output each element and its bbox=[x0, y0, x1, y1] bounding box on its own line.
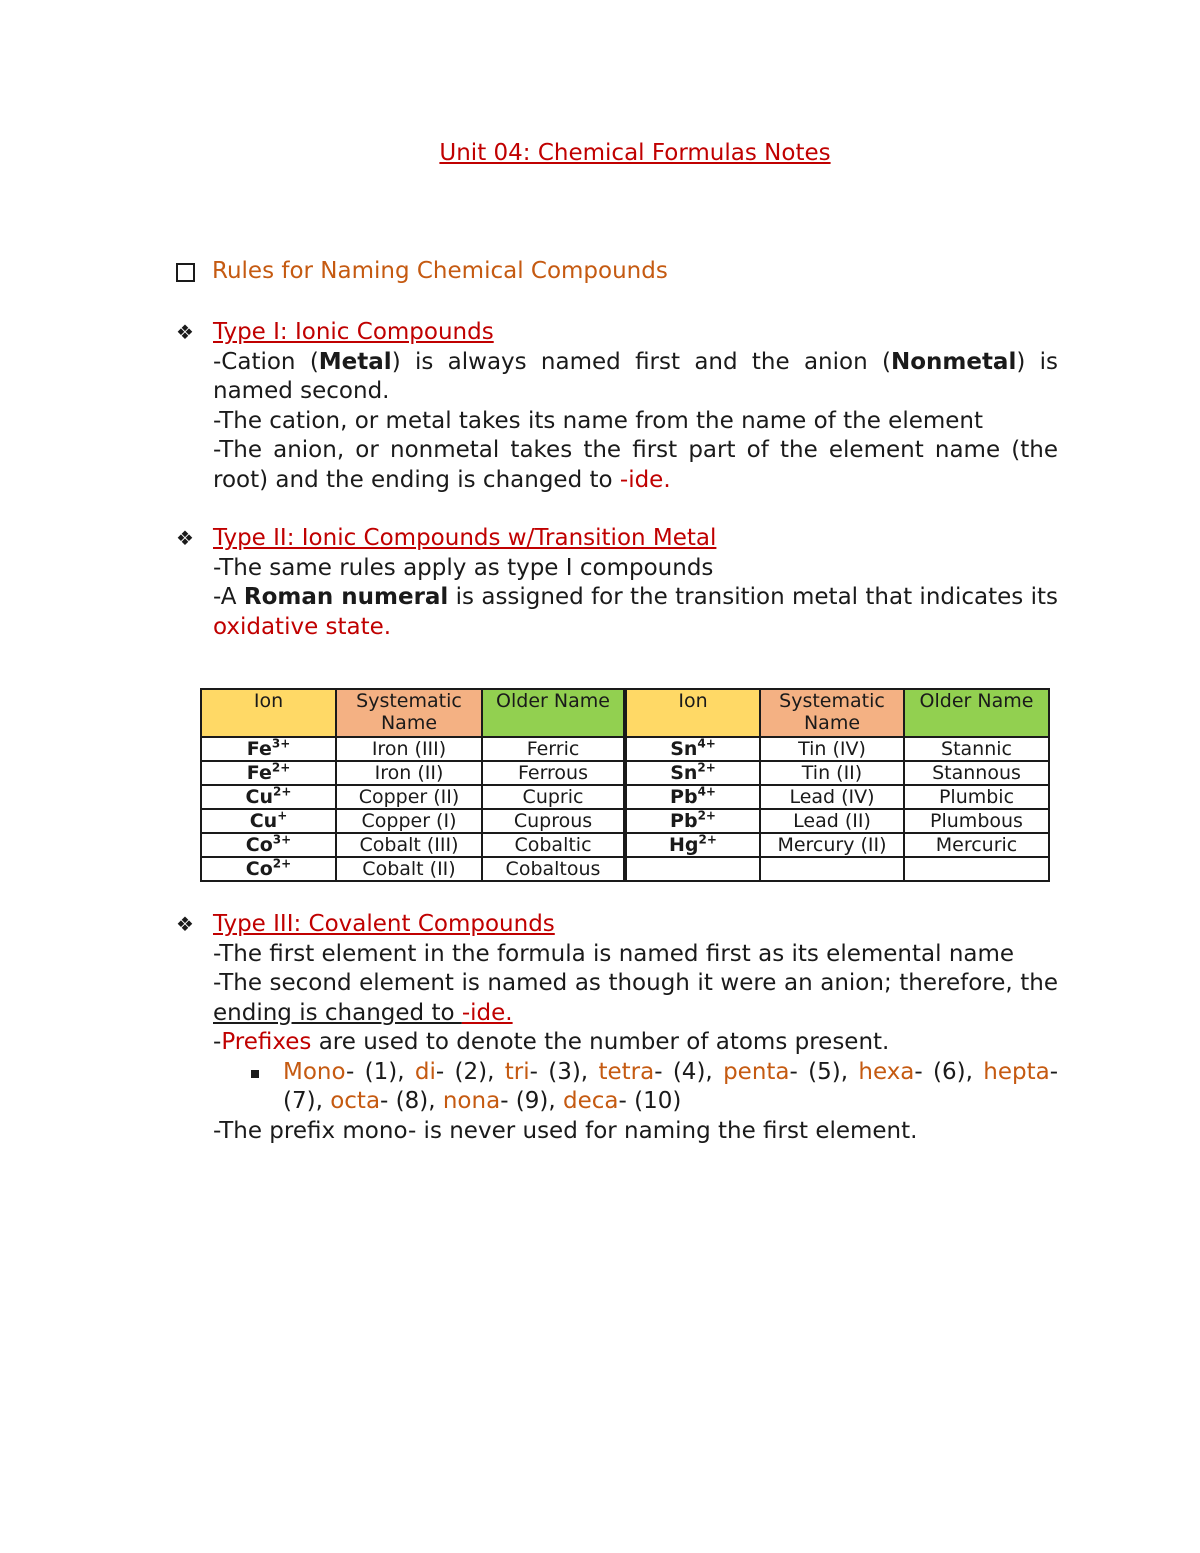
prefix-count: - (3), bbox=[529, 1058, 599, 1085]
older-name-cell: Stannous bbox=[904, 761, 1049, 785]
prefix-count: - (8), bbox=[380, 1088, 443, 1114]
systematic-name-cell: Lead (IV) bbox=[760, 785, 904, 809]
prefix-word: di bbox=[414, 1058, 436, 1085]
systematic-name-cell: Lead (II) bbox=[760, 809, 904, 833]
ion-cell bbox=[625, 833, 760, 857]
header-ion: Ion bbox=[625, 689, 760, 737]
prefix-count: - (5), bbox=[789, 1058, 859, 1085]
rules-heading bbox=[176, 258, 668, 284]
prefix-count: - (1), bbox=[346, 1058, 415, 1085]
checkbox-icon bbox=[176, 263, 195, 282]
ion-charge: 2+ bbox=[697, 760, 716, 775]
ion-charge: 4+ bbox=[697, 736, 716, 751]
table-row bbox=[201, 809, 1049, 833]
ion-cell bbox=[625, 857, 760, 881]
header-older-name: Older Name bbox=[482, 689, 625, 737]
ion-symbol: Sn bbox=[670, 762, 698, 784]
ion-symbol: Co bbox=[245, 858, 273, 880]
ion-names-table bbox=[200, 688, 1050, 882]
diamond-bullet-icon: ❖ bbox=[176, 526, 194, 550]
older-name-cell: Cobaltic bbox=[482, 833, 625, 857]
table-row bbox=[201, 857, 1049, 881]
ion-cell bbox=[201, 809, 336, 833]
ion-symbol: Hg bbox=[669, 834, 699, 856]
ion-symbol: Fe bbox=[246, 738, 272, 760]
ion-symbol: Pb bbox=[670, 810, 698, 832]
ion-symbol: Cu bbox=[245, 786, 274, 808]
prefix-count: - (2), bbox=[435, 1058, 505, 1085]
type1-heading: Type I: Ionic Compounds bbox=[213, 319, 494, 345]
ion-cell bbox=[625, 785, 760, 809]
prefix-count: - (7), bbox=[283, 1058, 1059, 1114]
type3-section bbox=[176, 910, 1058, 1146]
page-title: Unit 04: Chemical Formulas Notes bbox=[439, 140, 831, 166]
ion-symbol: Cu bbox=[249, 810, 278, 832]
ion-cell bbox=[201, 833, 336, 857]
older-name-cell: Cupric bbox=[482, 785, 625, 809]
prefix-count: - (9), bbox=[500, 1088, 563, 1114]
ion-symbol: Pb bbox=[670, 786, 698, 808]
type2-heading: Type II: Ionic Compounds w/Transition Metal bbox=[213, 525, 717, 551]
older-name-cell: Cobaltous bbox=[482, 857, 625, 881]
type2-line2: -A Roman numeral is assigned for the transition metal that indicates its oxidative state. bbox=[213, 584, 1058, 640]
table-row bbox=[201, 833, 1049, 857]
rules-heading-text: Rules for Naming Chemical Compounds bbox=[212, 258, 668, 284]
older-name-cell: Cuprous bbox=[482, 809, 625, 833]
prefix-count: - (6), bbox=[914, 1058, 984, 1085]
square-bullet-icon bbox=[251, 1070, 259, 1078]
ion-charge: 4+ bbox=[697, 784, 716, 799]
prefix-count: - (4), bbox=[654, 1058, 724, 1085]
systematic-name-cell: Iron (II) bbox=[336, 761, 482, 785]
ion-cell bbox=[201, 785, 336, 809]
type1-section bbox=[176, 318, 1058, 495]
type2-section bbox=[176, 524, 1058, 642]
type1-line3: -The anion, or nonmetal takes the first part of the element name (the root) and the ending is changed to -ide. bbox=[213, 437, 1058, 493]
ion-cell bbox=[625, 761, 760, 785]
systematic-name-cell: Tin (II) bbox=[760, 761, 904, 785]
ion-symbol: Sn bbox=[670, 738, 698, 760]
prefix-word: hepta bbox=[983, 1058, 1050, 1085]
table-row bbox=[201, 761, 1049, 785]
older-name-cell: Plumbous bbox=[904, 809, 1049, 833]
header-ion: Ion bbox=[201, 689, 336, 737]
systematic-name-cell: Copper (I) bbox=[336, 809, 482, 833]
prefix-count: - (10) bbox=[618, 1088, 682, 1114]
older-name-cell: Mercuric bbox=[904, 833, 1049, 857]
older-name-cell bbox=[904, 857, 1049, 881]
ion-charge: 2+ bbox=[698, 832, 717, 847]
older-name-cell: Ferric bbox=[482, 737, 625, 761]
type1-line2: -The cation, or metal takes its name from the name of the element bbox=[213, 407, 984, 434]
table-row bbox=[201, 737, 1049, 761]
diamond-bullet-icon: ❖ bbox=[176, 912, 194, 936]
older-name-cell: Ferrous bbox=[482, 761, 625, 785]
type3-line4: -The prefix mono- is never used for naming the first element. bbox=[213, 1117, 918, 1144]
prefix-list bbox=[213, 1058, 1058, 1117]
systematic-name-cell: Iron (III) bbox=[336, 737, 482, 761]
systematic-name-cell: Mercury (II) bbox=[760, 833, 904, 857]
older-name-cell: Stannic bbox=[904, 737, 1049, 761]
ion-cell bbox=[625, 737, 760, 761]
systematic-name-cell: Tin (IV) bbox=[760, 737, 904, 761]
ion-cell bbox=[201, 857, 336, 881]
prefix-word: nona bbox=[442, 1088, 501, 1114]
prefix-word: octa bbox=[330, 1088, 381, 1114]
ion-charge: 2+ bbox=[272, 856, 292, 871]
systematic-name-cell bbox=[760, 857, 904, 881]
ion-cell bbox=[201, 737, 336, 761]
ion-symbol: Fe bbox=[246, 762, 272, 784]
type1-line1: -Cation (Metal) is always named first and the anion (Nonmetal) is named second. bbox=[213, 348, 1058, 404]
header-older-name: Older Name bbox=[904, 689, 1049, 737]
ion-charge: 2+ bbox=[697, 808, 716, 823]
prefix-word: Mono bbox=[283, 1058, 346, 1085]
ion-charge: + bbox=[277, 808, 288, 823]
ion-cell bbox=[201, 761, 336, 785]
prefix-word: hexa bbox=[858, 1058, 915, 1085]
type3-line3: -Prefixes are used to denote the number of atoms present. bbox=[213, 1029, 890, 1055]
header-systematic-name: Systematic Name bbox=[336, 689, 482, 737]
table-row bbox=[201, 785, 1049, 809]
ion-charge: 2+ bbox=[273, 784, 292, 799]
ion-charge: 3+ bbox=[272, 832, 292, 847]
type3-line2: -The second element is named as though it were an anion; therefore, the ending is changed to -ide. bbox=[213, 970, 1058, 1026]
prefix-word: penta bbox=[723, 1058, 790, 1085]
diamond-bullet-icon: ❖ bbox=[176, 320, 194, 344]
header-systematic-name: Systematic Name bbox=[760, 689, 904, 737]
prefix-word: deca bbox=[563, 1088, 619, 1114]
table-header-row bbox=[201, 689, 1049, 737]
systematic-name-cell: Copper (II) bbox=[336, 785, 482, 809]
older-name-cell: Plumbic bbox=[904, 785, 1049, 809]
ion-symbol: Co bbox=[245, 834, 273, 856]
ion-charge: 3+ bbox=[271, 736, 291, 751]
ion-charge: 2+ bbox=[271, 760, 291, 775]
systematic-name-cell: Cobalt (III) bbox=[336, 833, 482, 857]
systematic-name-cell: Cobalt (II) bbox=[336, 857, 482, 881]
ion-cell bbox=[625, 809, 760, 833]
type3-heading: Type III: Covalent Compounds bbox=[213, 911, 555, 937]
type3-line1: -The first element in the formula is named first as its elemental name bbox=[213, 940, 1015, 967]
type2-line1: -The same rules apply as type I compounds bbox=[213, 554, 714, 581]
prefix-word: tetra bbox=[598, 1058, 655, 1085]
prefix-word: tri bbox=[504, 1058, 530, 1085]
